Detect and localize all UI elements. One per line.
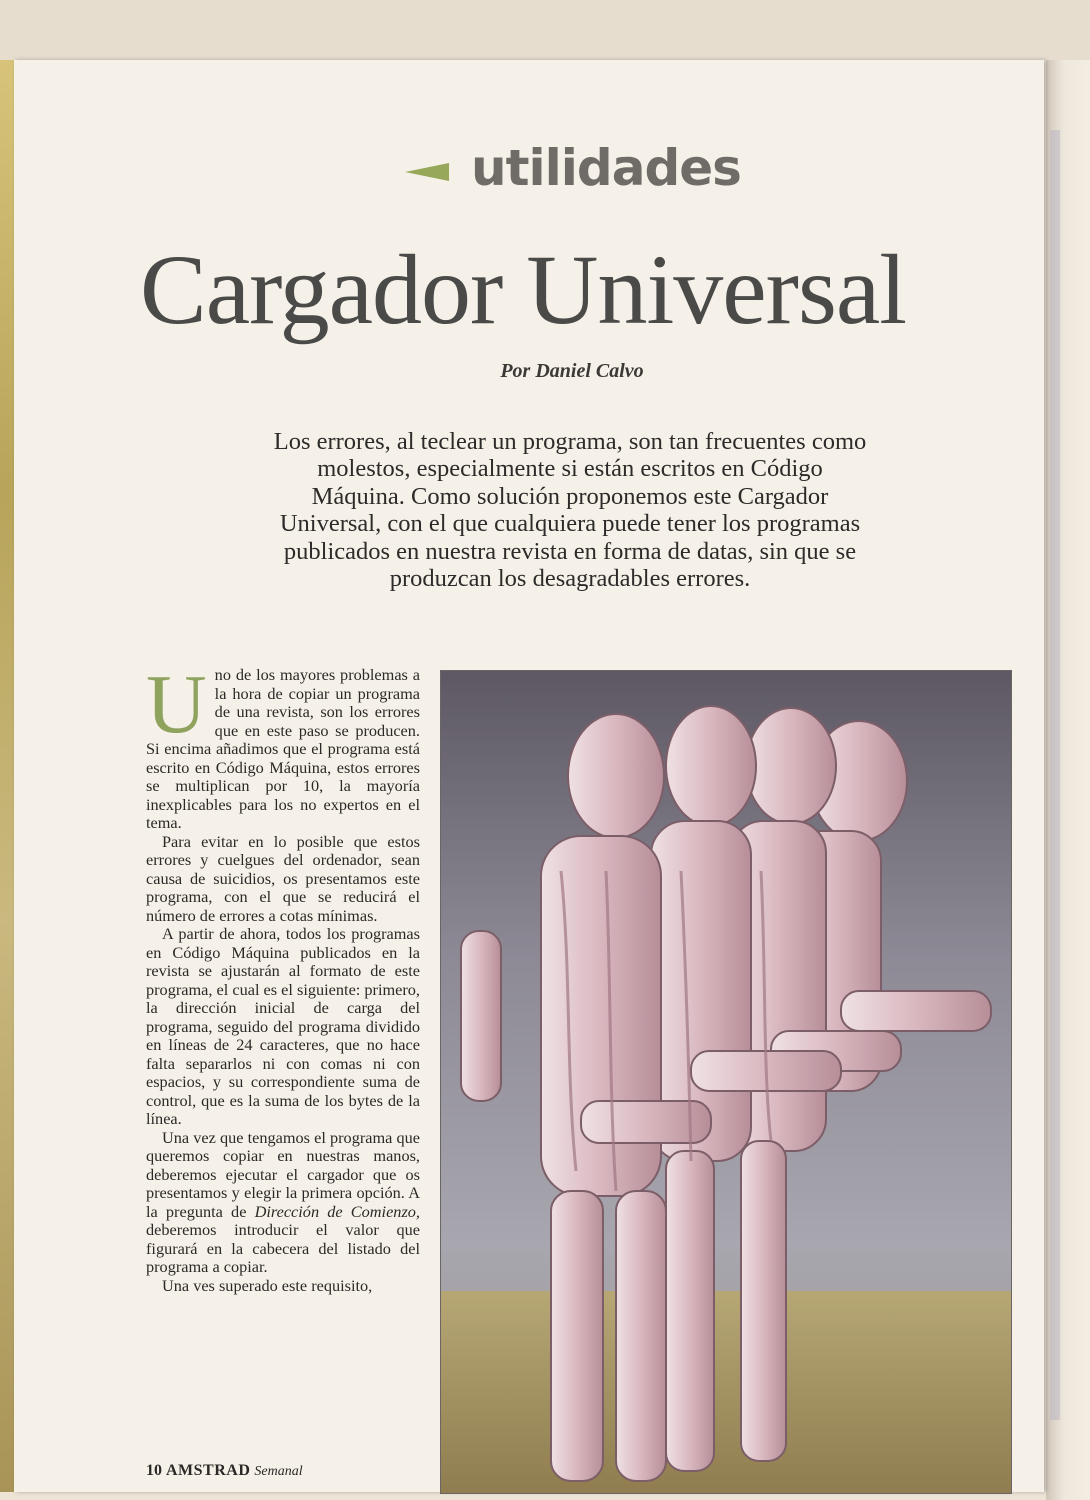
page-footer bbox=[146, 1462, 303, 1480]
previous-page-edge bbox=[0, 60, 14, 1492]
robots-illustration bbox=[440, 670, 1012, 1494]
next-page-shadow bbox=[1050, 130, 1060, 1420]
body-column bbox=[146, 658, 420, 1295]
magazine-name: AMSTRAD bbox=[166, 1462, 251, 1479]
magazine-subtitle: Semanal bbox=[254, 1464, 303, 1479]
drop-cap: U bbox=[146, 658, 207, 751]
scan-background bbox=[0, 0, 1090, 60]
section-label: utilidades bbox=[471, 139, 741, 197]
article-title: Cargador Universal bbox=[140, 234, 907, 345]
paragraph-2: Para evitar en lo posible que estos errores y cuelgues del ordenador, sean causa de suicidios, os presentamos este programa, con el que se reducirá el número de errores a cotas mínimas. bbox=[146, 831, 420, 925]
article-intro: Los errores, al teclear un programa, son tan frecuentes como molestos, especialmente si están escritos en Código Máquina. Como solución proponemos este Cargador Universal, con el que cualquiera puede tener los programas publicados en nuestra revista en forma de datas, sin que se produzcan los desagradables errores. bbox=[273, 428, 867, 593]
article-byline: Por Daniel Calvo bbox=[500, 360, 644, 382]
emphasis-text: Dirección de Comienzo, bbox=[254, 1201, 420, 1221]
paragraph-4: Una vez que tengamos el programa que queremos copiar en nuestras manos, deberemos ejecutar el cargador que os presentamos y elegir la primera opción. A la pregunta de Dirección de Comienzo, deberemos introducir el valor que figurará en la cabecera del listado del programa a copiar. bbox=[146, 1127, 420, 1276]
page-number: 10 bbox=[146, 1462, 162, 1479]
triangle-pointer-icon bbox=[405, 163, 449, 181]
paragraph-3: A partir de ahora, todos los programas en Código Máquina publicados en la revista se ajustarán al formato de este programa, el cual es el siguiente: primero, la dirección inicial de carga del programa, seguido del programa dividido en líneas de 24 caracteres, que no hace falta separarlos ni con comas ni con espacios, y su correspondiente suma de control, que es la suma de los bytes de la línea. bbox=[146, 924, 420, 1128]
section-header bbox=[405, 138, 741, 198]
paragraph-1: Uno de los mayores problemas a la hora de copiar un programa de una revista, son los errores que en este paso se producen. Si encima añadimos que el programa está escrito en Código Máquina, estos errores se multiplican por 10, la mayoría inexplicables para los no expertos en el tema. bbox=[146, 658, 420, 832]
paragraph-5: Una ves superado este requisito, bbox=[162, 1275, 373, 1295]
